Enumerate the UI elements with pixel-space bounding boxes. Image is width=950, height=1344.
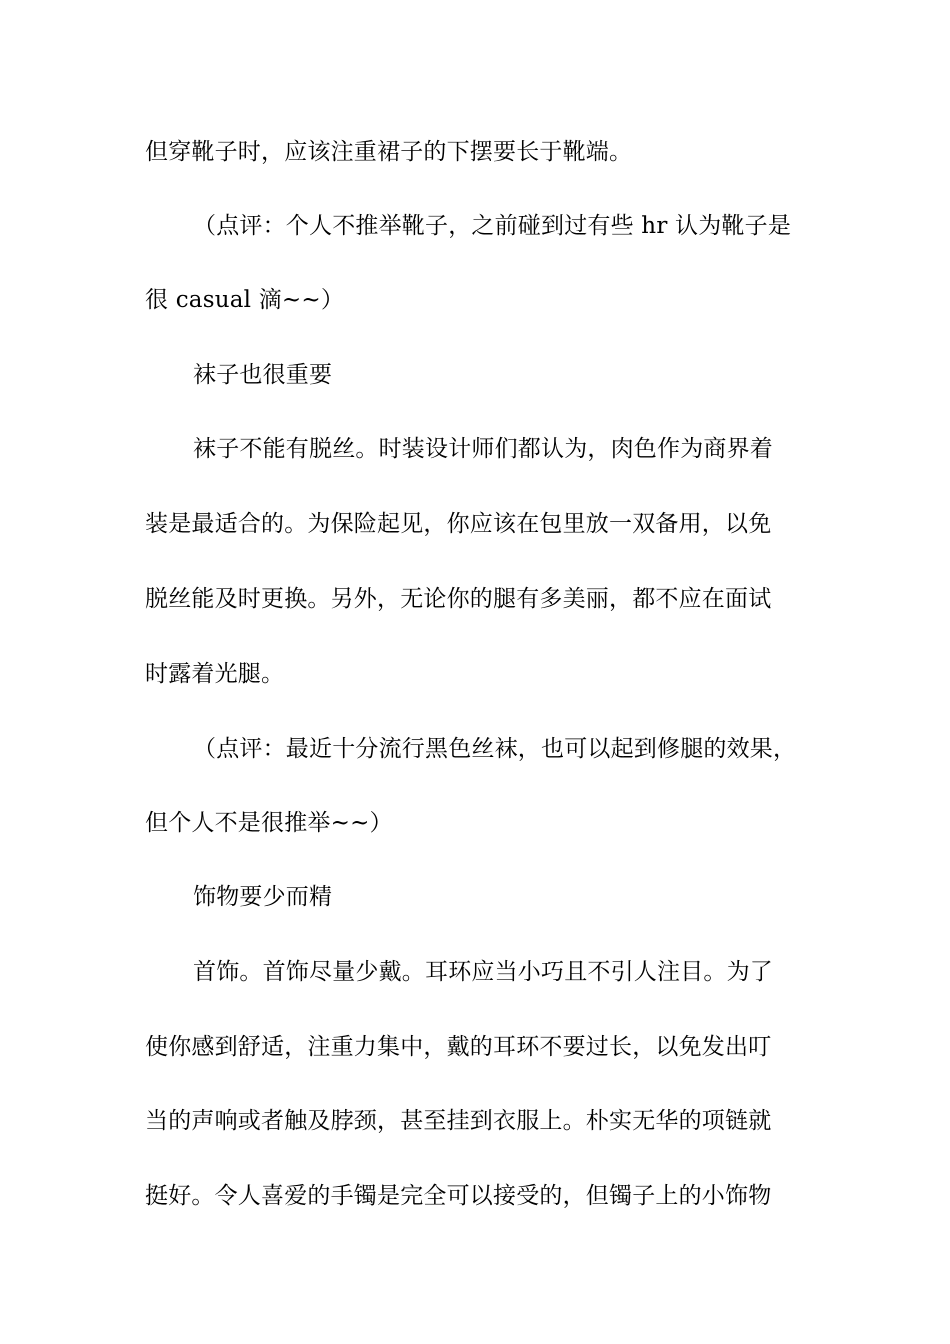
text-line: （点评：最近十分流行黑色丝袜，也可以起到修腿的效果，: [193, 736, 797, 762]
text-line: 但穿靴子时，应该注重裙子的下摆要长于靴端。: [145, 139, 633, 165]
text-line: 当的声响或者触及脖颈，甚至挂到衣服上。朴实无华的项链就: [145, 1108, 772, 1134]
section-heading: 袜子也很重要: [193, 362, 333, 388]
text-line: 装是最适合的。为保险起见，你应该在包里放一双备用，以免: [145, 511, 772, 537]
text-line: 时露着光腿。: [145, 661, 285, 687]
section-heading: 饰物要少而精: [193, 884, 333, 910]
text-line: 但个人不是很推举~~）: [145, 810, 393, 836]
text-line: 脱丝能及时更换。另外，无论你的腿有多美丽，都不应在面试: [145, 586, 772, 612]
text-line: 首饰。首饰尽量少戴。耳环应当小巧且不引人注目。为了: [193, 959, 773, 985]
text-line: 使你感到舒适，注重力集中，戴的耳环不要过长，以免发出叮: [145, 1034, 772, 1060]
text-line: （点评：个人不推举靴子，之前碰到过有些 hr 认为靴子是: [193, 213, 792, 239]
text-line: 挺好。令人喜爱的手镯是完全可以接受的，但镯子上的小饰物: [145, 1183, 772, 1209]
text-line: 袜子不能有脱丝。时装设计师们都认为，肉色作为商界着: [193, 436, 773, 462]
text-line: 很 casual 滴~~）: [145, 287, 345, 313]
